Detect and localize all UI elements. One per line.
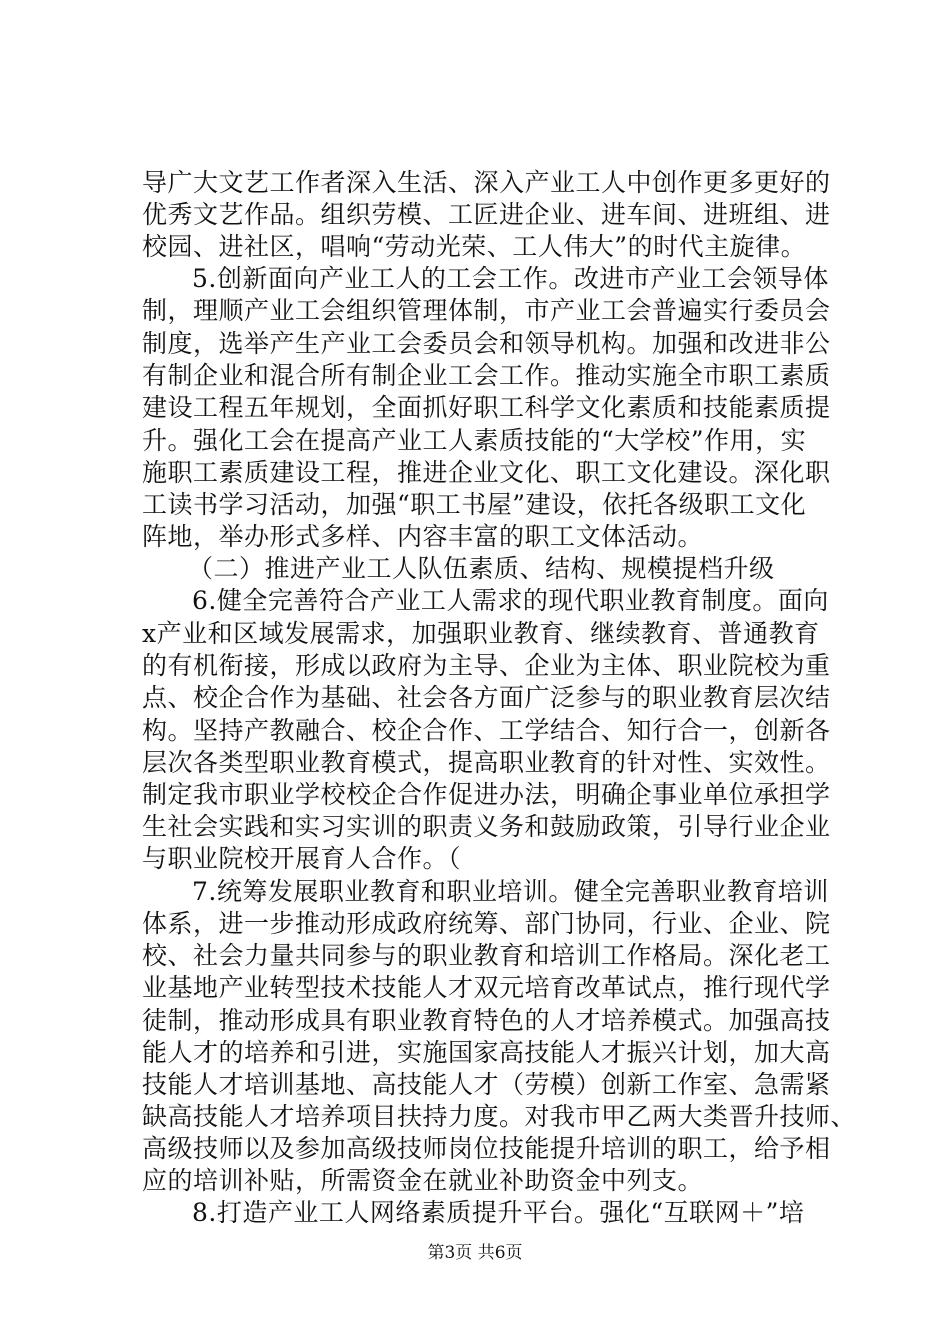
text-line: 有制企业和混合所有制企业工会工作。推动实施全市职工素质	[142, 361, 831, 390]
paragraph-start-5: 5.创新面向产业工人的工会工作。改进市产业工会领导体	[192, 264, 829, 293]
text-line: 能人才的培养和引进，实施国家高技能人才振兴计划，加大高	[142, 1038, 831, 1067]
page-number-footer: 第3页 共6页	[427, 1243, 523, 1263]
text-line: 工读书学习活动，加强“职工书屋”建设，依托各级职工文化	[142, 490, 807, 519]
text-line: 制定我市职业学校校企合作促进办法，明确企事业单位承担学	[142, 780, 831, 809]
section-heading: （二）推进产业工人队伍素质、结构、规模提档升级	[188, 554, 775, 583]
text-line: 业基地产业转型技术技能人才双元培育改革试点，推行现代学	[142, 973, 831, 1002]
text-line: 缺高技能人才培养项目扶持力度。对我市甲乙两大类晋升技师、	[142, 1102, 857, 1131]
text-line: 生社会实践和实习实训的职责义务和鼓励政策，引导行业企业	[142, 812, 831, 841]
text-line: 体系，进一步推动形成政府统筹、部门协同，行业、企业、院	[142, 909, 831, 938]
text-line: 制，理顺产业工会组织管理体制，市产业工会普遍实行委员会	[142, 296, 831, 325]
text-line: 阵地，举办形式多样、内容丰富的职工文体活动。	[142, 522, 704, 551]
text-line: 高级技师以及参加高级技师岗位技能提升培训的职工，给予相	[142, 1134, 831, 1163]
text-line: 导广大文艺工作者深入生活、深入产业工人中创作更多更好的	[142, 168, 831, 197]
text-line: 技能人才培训基地、高技能人才（劳模）创新工作室、急需紧	[142, 1070, 831, 1099]
text-line: 施职工素质建设工程，推进企业文化、职工文化建设。深化职	[142, 458, 831, 487]
text-line: 构。坚持产教融合、校企合作、工学结合、知行合一，创新各	[142, 716, 831, 745]
text-line: 校园、进社区，唱响“劳动光荣、工人伟大”的时代主旋律。	[142, 232, 807, 261]
text-line: 点、校企合作为基础、社会各方面广泛参与的职业教育层次结	[142, 683, 831, 712]
text-line: 与职业院校开展育人合作。（	[142, 844, 462, 873]
text-line: 层次各类型职业教育模式，提高职业教育的针对性、实效性。	[142, 748, 831, 777]
text-line: 建设工程五年规划，全面抓好职工科学文化素质和技能素质提	[142, 393, 831, 422]
paragraph-start-8: 8.打造产业工人网络素质提升平台。强化“互联网＋”培	[192, 1198, 805, 1227]
text-line: 的有机衔接，形成以政府为主导、企业为主体、职业院校为重	[142, 651, 831, 680]
text-line: 制度，选举产生产业工会委员会和领导机构。加强和改进非公	[142, 329, 831, 358]
paragraph-start-7: 7.统筹发展职业教育和职业培训。健全完善职业教育培训	[192, 877, 829, 906]
text-line: 校、社会力量共同参与的职业教育和培训工作格局。深化老工	[142, 941, 831, 970]
text-line: 升。强化工会在提高产业工人素质技能的“大学校”作用，实	[142, 426, 807, 455]
paragraph-start-6: 6.健全完善符合产业工人需求的现代职业教育制度。面向	[192, 586, 829, 615]
text-line: 优秀文艺作品。组织劳模、工匠进企业、进车间、进班组、进	[142, 200, 831, 229]
text-line: x产业和区域发展需求，加强职业教育、继续教育、普通教育	[142, 619, 820, 648]
text-line: 徒制，推动形成具有职业教育特色的人才培养模式。加强高技	[142, 1006, 831, 1035]
text-line: 应的培训补贴，所需资金在就业补助资金中列支。	[142, 1166, 704, 1195]
